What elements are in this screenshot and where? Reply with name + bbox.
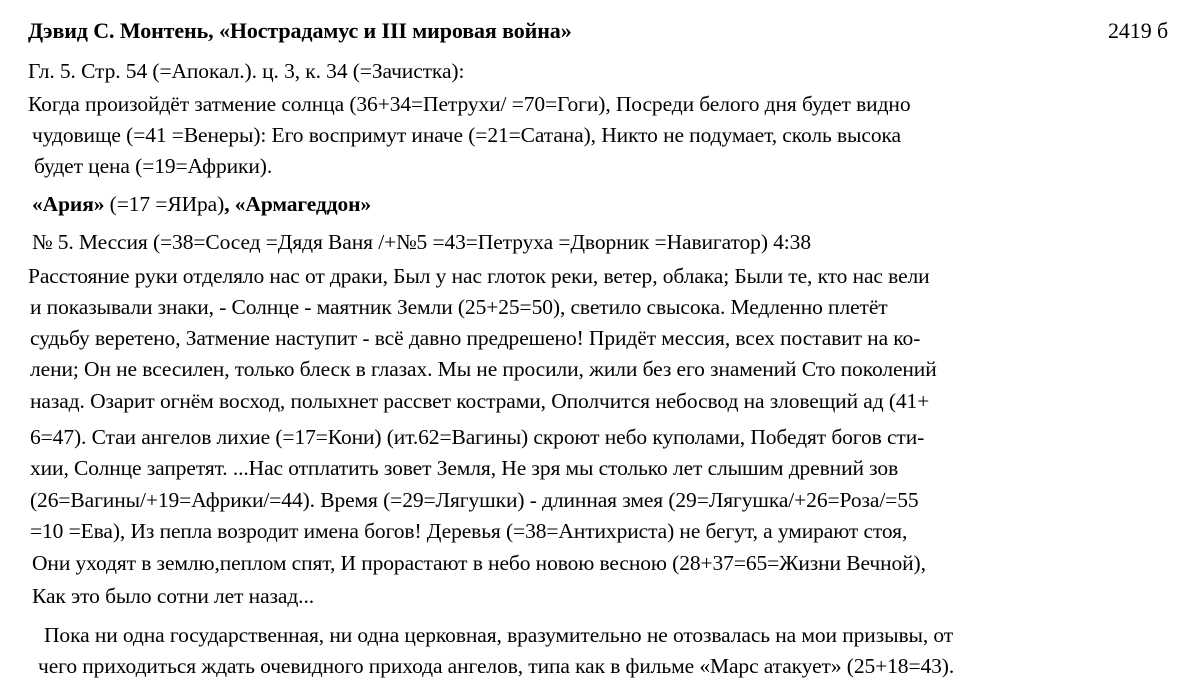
lyrics-line: Расстояние руки отделяло нас от драки, Был у нас глоток реки, ветер, облака; Были те, кто нас вели [28, 264, 930, 288]
closing-line: Пока ни одна государственная, ни одна церковная, вразумительно не отозвалась на мои призывы, от [44, 623, 954, 647]
quatrain-line: чудовище (=41 =Венеры): Его воспримут иначе (=21=Сатана), Никто не подумает, сколь высока [32, 123, 901, 147]
lyrics-line: Как это было сотни лет назад... [32, 584, 315, 608]
quatrain-line: Когда произойдёт затмение солнца (36+34=Петрухи/ =70=Гоги), Посреди белого дня будет видно [28, 92, 911, 116]
header-author-title: Дэвид С. Монтень, «Нострадамус и III мировая война» [28, 18, 572, 43]
lyrics-line: =10 =Ева), Из пепла возродит имена богов! Деревья (=38=Антихриста) не бегут, а умирают стоя, [30, 519, 908, 543]
lyrics-line: Они уходят в землю,пеплом спят, И прорастают в небо новою весною (28+37=65=Жизни Вечной), [32, 551, 926, 575]
song-heading-album: , «Армагеддон» [224, 192, 372, 216]
lyrics-line: лени; Он не всесилен, только блеск в глазах. Мы не просили, жили без его знамений Сто поколений [30, 357, 937, 381]
lyrics-line: 6=47). Стаи ангелов лихие (=17=Кони) (ит.62=Вагины) скроют небо куполами, Победят богов сти- [30, 425, 925, 449]
page-number: 2419 б [1108, 18, 1169, 43]
song-heading-band: «Ария» [32, 192, 105, 216]
quatrain-line: будет цена (=19=Африки). [34, 154, 273, 178]
lyrics-line: судьбу веретено, Затмение наступит - всё давно предрешено! Придёт мессия, всех поставит на ко- [30, 326, 921, 350]
reference-line: Гл. 5. Стр. 54 (=Апокал.). ц. 3, к. 34 (=Зачистка): [28, 59, 465, 83]
lyrics-line: (26=Вагины/+19=Африки/=44). Время (=29=Лягушки) - длинная змея (29=Лягушка/+26=Роза/=55 [30, 488, 919, 512]
closing-line: чего приходиться ждать очевидного прихода ангелов, типа как в фильме «Марс атакует» (25+18=43). [38, 654, 955, 678]
lyrics-line: хии, Солнце запретят. ...Нас отплатить зовет Земля, Не зря мы столько лет слышим древний зов [30, 456, 899, 480]
song-heading [32, 190, 371, 218]
lyrics-line: и показывали знаки, - Солнце - маятник Земли (25+25=50), светило свысока. Медленно плетёт [30, 295, 888, 319]
song-heading-note: (=17 =ЯИра) [104, 192, 225, 216]
lyrics-line: назад. Озарит огнём восход, полыхнет рассвет кострами, Ополчится небосвод на зловещий ад (41+ [30, 389, 930, 413]
song-number-line: № 5. Мессия (=38=Сосед =Дядя Ваня /+№5 =43=Петруха =Дворник =Навигатор) 4:38 [32, 230, 811, 254]
